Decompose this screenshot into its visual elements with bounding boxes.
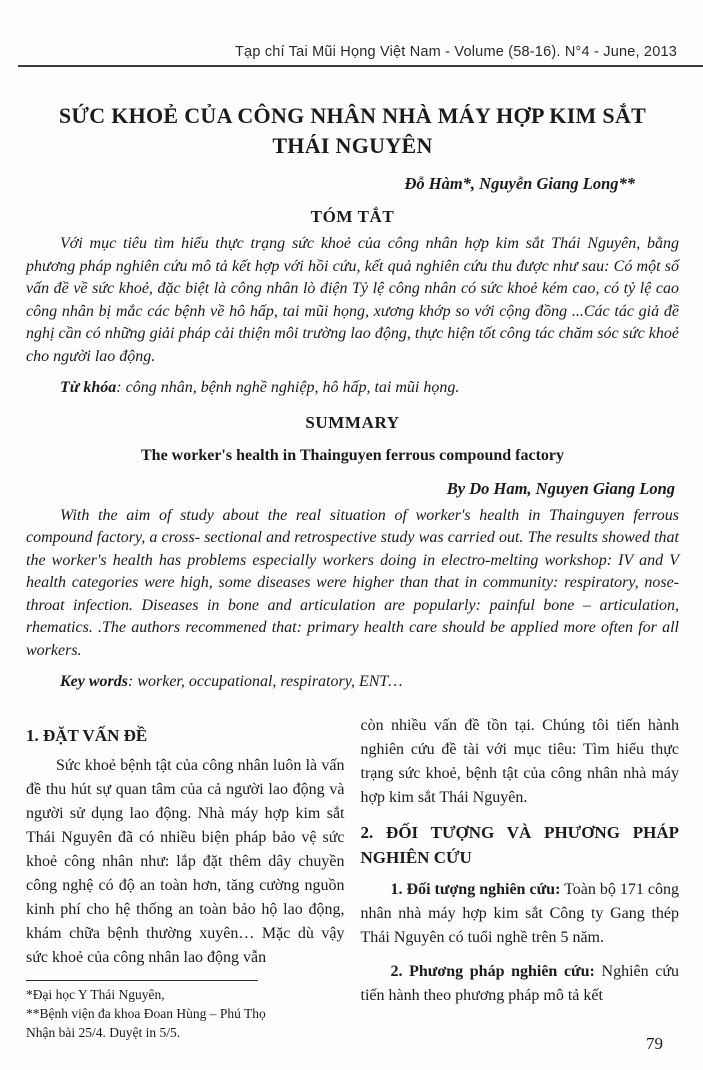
method-item-2-text: Nghiên cứu tiến hành theo phương pháp mô tả kết xyxy=(360,962,680,1004)
method-item-1-text: Toàn bộ 171 công nhân nhà máy hợp kim sắt Công ty Gang thép Thái Nguyên có tuổi nghề trên 5 năm. xyxy=(360,880,679,946)
summary-body-en: With the aim of study about the real situation of worker's health in Thainguyen ferrous compound factory, a cross- sectional and retrospective study was carried out. The results showed that the worker's health has problems especially workers doing in electro-melting workshop: IV and V health categories were high, some diseases were higher than that in community: respiratory, nose-throat infection. Diseases in bone and articulation are popularly: painful bone – articulation, rhematics. .The authors recommened that: primary health care should be applied more often for all workers. xyxy=(26,506,679,659)
article-title: SỨC KHOẺ CỦA CÔNG NHÂN NHÀ MÁY HỢP KIM SẮT THÁI NGUYÊN xyxy=(58,103,647,158)
summary-title-en: The worker's health in Thainguyen ferrous compound factory xyxy=(141,446,564,464)
footnote-dates: Nhận bài 25/4. Duyệt in 5/5. xyxy=(26,1024,181,1040)
keywords-label-en: Key words xyxy=(60,673,128,690)
keywords-label-vi: Từ khóa xyxy=(60,379,117,396)
footnote-affiliation-1: *Đại học Y Thái Nguyên, xyxy=(26,986,165,1002)
right-column xyxy=(361,714,680,1042)
page-number: 79 xyxy=(646,1034,663,1053)
section-2-heading: 2. ĐỐI TƯỢNG VÀ PHƯƠNG PHÁP NGHIÊN CỨU xyxy=(360,822,679,867)
summary-heading-en: SUMMARY xyxy=(305,412,400,432)
keywords-line-vi xyxy=(26,377,679,400)
header-rule xyxy=(18,65,703,67)
journal-running-head: Tạp chí Tai Mũi Họng Việt Nam - Volume (58-16). N°4 - June, 2013 xyxy=(235,44,677,60)
two-column-body xyxy=(26,714,679,1042)
summary-byline-en: By Do Ham, Nguyen Giang Long xyxy=(446,478,675,498)
keywords-text-en: : worker, occupational, respiratory, ENT… xyxy=(128,673,403,690)
method-item-2-label: 2. Phương pháp nghiên cứu: xyxy=(390,962,595,980)
abstract-body-vi: Với mục tiêu tìm hiểu thực trạng sức khoẻ của công nhân hợp kim sắt Thái Nguyên, bằng phương pháp nghiên cứu mô tả kết hợp với hồi cứu, kết quả nghiên cứu thu được như sau: Có một số vấn đề về sức khoẻ, đặc biệt là công nhân lò điện Tỷ lệ công nhân có sức khoẻ kém cao, có tỷ lệ cao công nhân bị mắc các bệnh về hô hấp, tai mũi họng, xương khớp so với cộng đồng ...Các tác giả đề nghị cần có những giải pháp cải thiện môi trường lao động, thực hiện tốt công tác chăm sóc sức khoẻ cho người lao động. xyxy=(26,235,679,365)
section-1-heading: 1. ĐẶT VẤN ĐỀ xyxy=(26,725,148,745)
section-1-paragraph: Sức khoẻ bệnh tật của công nhân luôn là vấn đề thu hút sự quan tâm của cả người lao động và người sử dụng lao động. Nhà máy hợp kim sắt Thái Nguyên đã có nhiều biện pháp bảo vệ sức khoẻ công nhân như: lắp đặt thêm dây chuyền công nghệ có độ an toàn hơn, tăng cường nguồn kinh phí cho hệ thống an toàn bảo hộ lao động, khám chữa bệnh thường xuyên… Mặc dù vậy sức khoẻ của công nhân lao động vẫn xyxy=(26,756,345,966)
footnote-rule xyxy=(26,980,258,981)
footnote-affiliation-2: **Bệnh viện đa khoa Đoan Hùng – Phú Thọ xyxy=(26,1005,266,1021)
abstract-heading-vi: TÓM TẮT xyxy=(310,207,395,226)
keywords-line-en xyxy=(26,671,679,694)
left-column xyxy=(26,714,345,1042)
method-item-1-label: 1. Đối tượng nghiên cứu: xyxy=(390,880,561,898)
method-item-2 xyxy=(361,960,680,1008)
keywords-text-vi: : công nhân, bệnh nghề nghiệp, hô hấp, tai mũi họng. xyxy=(116,379,460,396)
method-item-1 xyxy=(361,878,680,950)
section-1-continuation: còn nhiều vấn đề tồn tại. Chúng tôi tiến hành nghiên cứu đề tài với mục tiêu: Tìm hiểu thực trạng sức khoẻ, bệnh tật của công nhân nhà máy hợp kim sắt Thái Nguyên. xyxy=(360,716,679,806)
article-authors: Đỗ Hàm*, Nguyễn Giang Long** xyxy=(404,174,635,193)
footnote-block xyxy=(26,980,345,1042)
